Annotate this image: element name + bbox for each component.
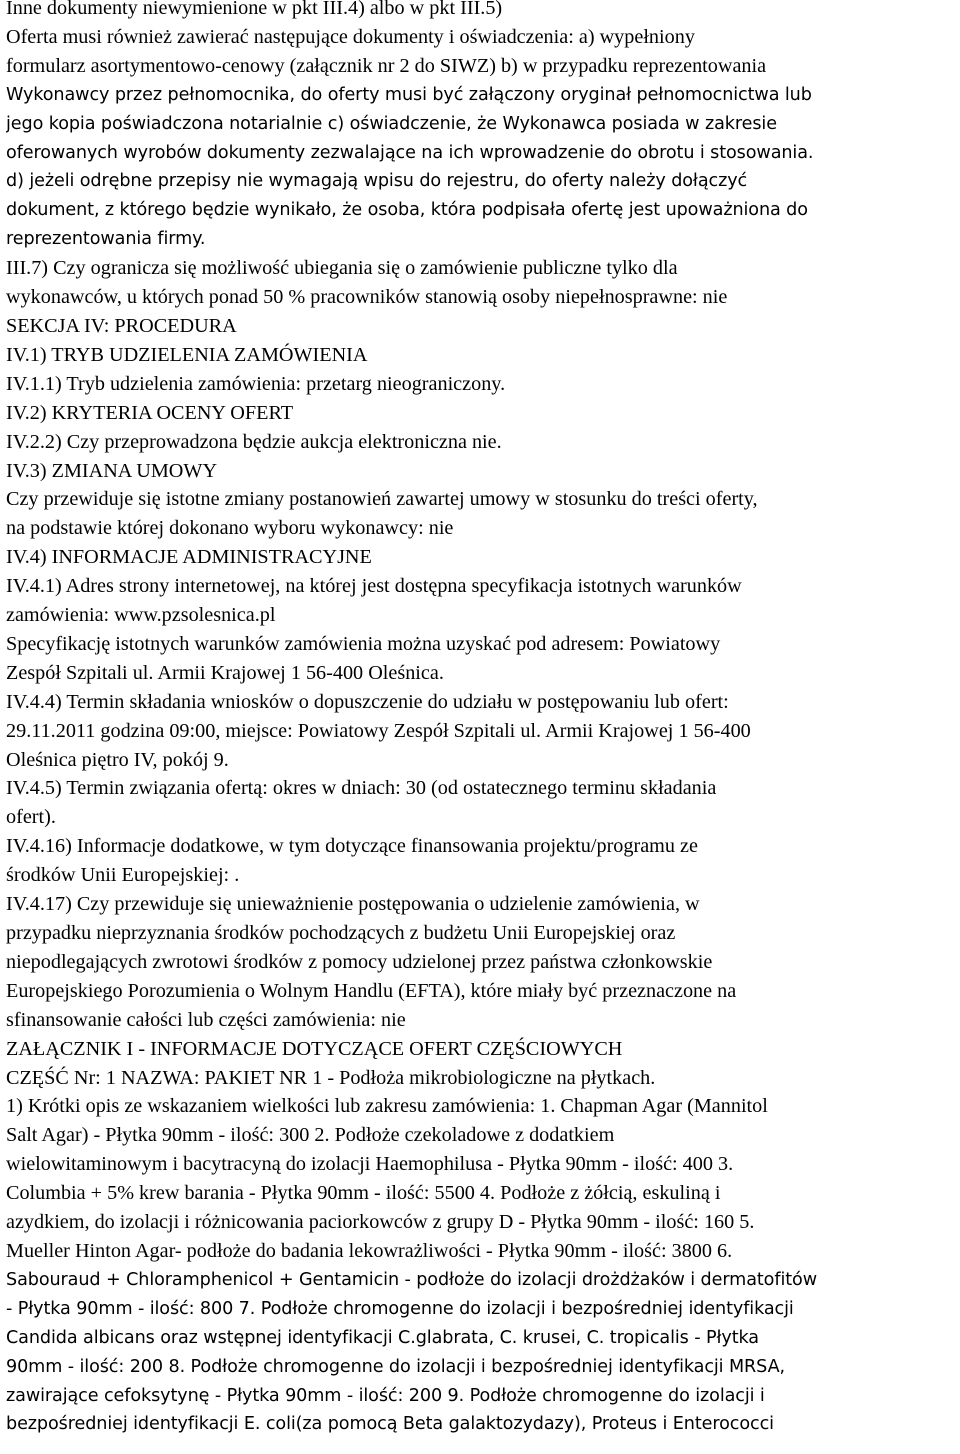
text-line: wykonawców, u których ponad 50 % pracowników stanowią osoby niepełnosprawne: nie xyxy=(6,286,728,309)
text-line: 29.11.2011 godzina 09:00, miejsce: Powiatowy Zespół Szpitali ul. Armii Krajowej 1 56-400 xyxy=(6,719,751,742)
text-line: Inne dokumenty niewymienione w pkt III.4) albo w pkt III.5) xyxy=(6,0,503,19)
text-line: III.7) Czy ogranicza się możliwość ubiegania się o zamówienie publiczne tylko dla xyxy=(6,257,678,280)
text-line: - Płytka 90mm - ilość: 800 7. Podłoże chromogenne do izolacji i bezpośredniej identyfikacji xyxy=(6,1298,794,1319)
text-line: Zespół Szpitali ul. Armii Krajowej 1 56-400 Oleśnica. xyxy=(6,661,444,684)
text-line: IV.4) INFORMACJE ADMINISTRACYJNE xyxy=(6,546,372,569)
text-line: Europejskiego Porozumienia o Wolnym Handlu (EFTA), które miały być przeznaczone na xyxy=(6,979,737,1002)
text-line: oferowanych wyrobów dokumenty zezwalające na ich wprowadzenie do obrotu i stosowania. xyxy=(6,142,814,163)
text-line: IV.1.1) Tryb udzielenia zamówienia: przetarg nieograniczony. xyxy=(6,372,506,395)
text-line: IV.4.1) Adres strony internetowej, na której jest dostępna specyfikacja istotnych warunków xyxy=(6,575,742,598)
text-line: IV.4.4) Termin składania wniosków o dopuszczenie do udziału w postępowaniu lub ofert: xyxy=(6,690,729,713)
text-line: Candida albicans oraz wstępnej identyfikacji C.glabrata, C. krusei, C. tropicalis - Płytka xyxy=(6,1327,759,1348)
text-line: IV.4.16) Informacje dodatkowe, w tym dotyczące finansowania projektu/programu ze xyxy=(6,835,698,858)
text-line: ofert). xyxy=(6,806,56,829)
text-line: dokument, z którego będzie wynikało, że osoba, która podpisała ofertę jest upoważniona do xyxy=(6,200,808,221)
text-line: IV.2) KRYTERIA OCENY OFERT xyxy=(6,401,294,424)
text-line: przypadku nieprzyznania środków pochodzących z budżetu Unii Europejskiej oraz xyxy=(6,922,676,944)
text-line: IV.2.2) Czy przeprowadzona będzie aukcja elektroniczna nie. xyxy=(6,430,502,453)
text-line: IV.1) TRYB UDZIELENIA ZAMÓWIENIA xyxy=(6,343,368,366)
text-line: Oleśnica piętro IV, pokój 9. xyxy=(6,748,229,771)
text-line: Wykonawcy przez pełnomocnika, do oferty musi być załączony oryginał pełnomocnictwa lub xyxy=(6,84,812,105)
text-line: niepodlegających zwrotowi środków z pomocy udzielonej przez państwa członkowskie xyxy=(6,950,713,973)
text-line: Salt Agar) - Płytka 90mm - ilość: 300 2. Podłoże czekoladowe z dodatkiem xyxy=(6,1124,615,1147)
text-line: Sabouraud + Chloramphenicol + Gentamicin - podłoże do izolacji drożdżaków i dermatofitów xyxy=(6,1269,817,1290)
text-line: Specyfikację istotnych warunków zamówienia można uzyskać pod adresem: Powiatowy xyxy=(6,632,721,655)
text-line: ZAŁĄCZNIK I - INFORMACJE DOTYCZĄCE OFERT CZĘŚCIOWYCH xyxy=(6,1037,623,1060)
text-line: azydkiem, do izolacji i różnicowania paciorkowców z grupy D - Płytka 90mm - ilość: 160 5. xyxy=(6,1211,755,1234)
text-line: Mueller Hinton Agar- podłoże do badania lekowrażliwości - Płytka 90mm - ilość: 3800 6. xyxy=(6,1239,733,1262)
text-line: zawirające cefoksytynę - Płytka 90mm - ilość: 200 9. Podłoże chromogenne do izolacji i xyxy=(6,1385,765,1406)
text-line: jego kopia poświadczona notarialnie c) oświadczenie, że Wykonawca posiada w zakresie xyxy=(6,113,777,134)
text-line: IV.3) ZMIANA UMOWY xyxy=(6,459,218,482)
text-line: środków Unii Europejskiej: . xyxy=(6,864,240,887)
text-line: bezpośredniej identyfikacji E. coli(za pomocą Beta galaktozydazy), Proteus i Enterococci xyxy=(6,1414,774,1435)
text-line: sfinansowanie całości lub części zamówienia: nie xyxy=(6,1008,406,1031)
text-line: Columbia + 5% krew barania - Płytka 90mm - ilość: 5500 4. Podłoże z żółcią, eskuliną i xyxy=(6,1182,721,1205)
text-line: formularz asortymentowo-cenowy (załącznik nr 2 do SIWZ) b) w przypadku reprezentowania xyxy=(6,54,767,77)
document-body xyxy=(6,0,958,1439)
text-line: Oferta musi również zawierać następujące dokumenty i oświadczenia: a) wypełniony xyxy=(6,25,695,48)
text-line: na podstawie której dokonano wyboru wykonawcy: nie xyxy=(6,517,454,540)
text-line: d) jeżeli odrębne przepisy nie wymagają wpisu do rejestru, do oferty należy dołączyć xyxy=(6,171,748,192)
text-line: 1) Krótki opis ze wskazaniem wielkości lub zakresu zamówienia: 1. Chapman Agar (Mannitol xyxy=(6,1095,768,1118)
text-line: Czy przewiduje się istotne zmiany postanowień zawartej umowy w stosunku do treści oferty, xyxy=(6,488,758,511)
text-line: IV.4.17) Czy przewiduje się unieważnienie postępowania o udzielenie zamówienia, w xyxy=(6,893,700,916)
text-line: 90mm - ilość: 200 8. Podłoże chromogenne do izolacji i bezpośredniej identyfikacji MRSA, xyxy=(6,1356,785,1377)
text-line: IV.4.5) Termin związania ofertą: okres w dniach: 30 (od ostatecznego terminu składania xyxy=(6,777,717,800)
text-line: wielowitaminowym i bacytracyną do izolacji Haemophilusa - Płytka 90mm - ilość: 400 3. xyxy=(6,1153,734,1176)
text-line: zamówienia: www.pzsolesnica.pl xyxy=(6,604,276,627)
text-line: SEKCJA IV: PROCEDURA xyxy=(6,314,237,337)
text-line: reprezentowania firmy. xyxy=(6,229,206,250)
text-line: CZĘŚĆ Nr: 1 NAZWA: PAKIET NR 1 - Podłoża mikrobiologiczne na płytkach. xyxy=(6,1066,656,1089)
